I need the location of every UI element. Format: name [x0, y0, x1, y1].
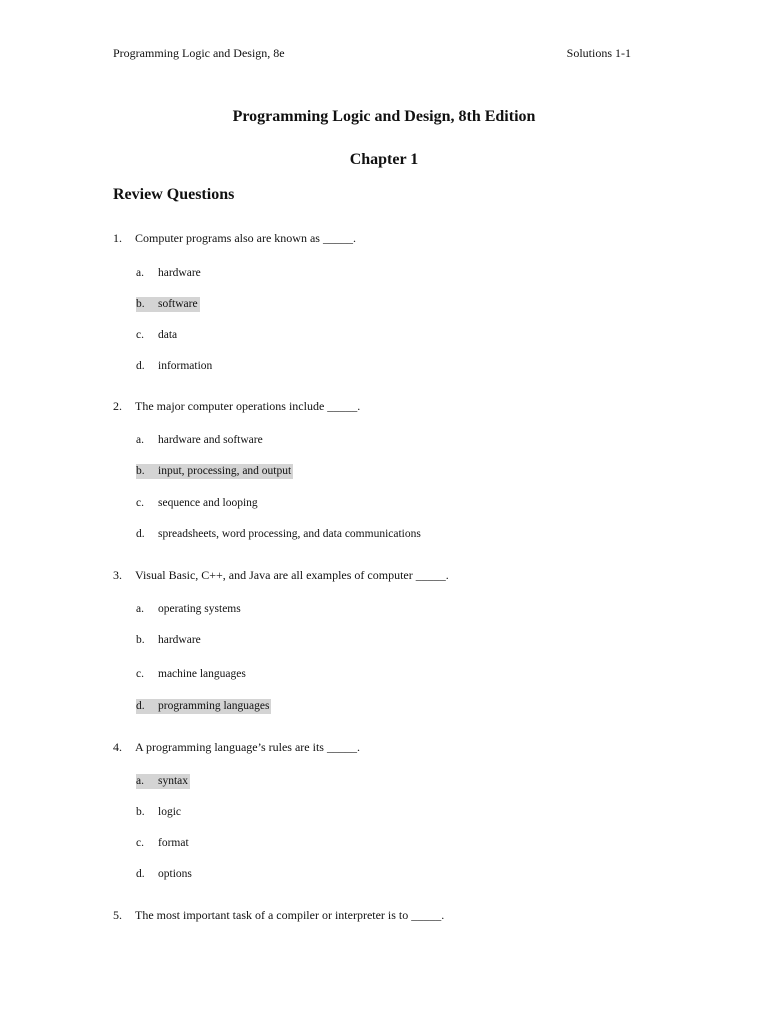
option-letter: c.: [136, 329, 144, 341]
section-title: Review Questions: [113, 186, 235, 203]
option-letter: d.: [136, 360, 145, 372]
question-number: 4.: [113, 740, 122, 754]
option-letter: d.: [136, 868, 145, 880]
question-number: 2.: [113, 399, 122, 413]
option-3c: [136, 667, 246, 682]
option-text: hardware: [158, 267, 201, 279]
option-text: software: [158, 298, 198, 310]
option-text: options: [158, 868, 192, 880]
question-3: [113, 568, 449, 583]
question-text: The most important task of a compiler or interpreter is to _____.: [135, 908, 445, 922]
option-1a: [136, 266, 201, 281]
option-text: information: [158, 360, 213, 372]
option-letter: b.: [136, 634, 145, 646]
option-1d: [136, 359, 212, 374]
option-4c: [136, 836, 189, 851]
question-number: 1.: [113, 231, 122, 245]
question-4: [113, 740, 360, 755]
option-2c: [136, 496, 258, 511]
option-text: syntax: [158, 775, 189, 787]
option-letter: b.: [136, 465, 145, 477]
option-text: sequence and looping: [158, 497, 258, 509]
option-text: machine languages: [158, 668, 246, 680]
option-text: logic: [158, 806, 181, 818]
option-letter: d.: [136, 528, 145, 540]
question-1: [113, 231, 356, 246]
document-title: Programming Logic and Design, 8th Edition: [232, 108, 536, 125]
option-4d: [136, 867, 192, 882]
option-text: hardware: [158, 634, 201, 646]
option-letter: c.: [136, 497, 144, 509]
question-5: [113, 908, 444, 923]
question-text: The major computer operations include _____.: [135, 399, 361, 413]
option-text: programming languages: [158, 700, 270, 712]
question-2: [113, 399, 360, 414]
question-number: 5.: [113, 908, 122, 922]
option-1c: [136, 328, 177, 343]
question-text: Computer programs also are known as _____.: [135, 231, 356, 245]
option-2b-answer: [136, 464, 293, 479]
option-text: input, processing, and output: [158, 465, 292, 477]
page-header-left: Programming Logic and Design, 8e: [113, 46, 285, 60]
option-text: spreadsheets, word processing, and data communications: [158, 528, 421, 540]
option-text: operating systems: [158, 603, 241, 615]
option-letter: b.: [136, 298, 145, 310]
option-4a-answer: [136, 774, 190, 789]
option-text: hardware and software: [158, 434, 263, 446]
question-number: 3.: [113, 568, 122, 582]
option-letter: d.: [136, 700, 145, 712]
option-text: data: [158, 329, 178, 341]
page-header-right: Solutions 1-1: [566, 46, 631, 60]
option-letter: a.: [136, 434, 144, 446]
option-text: format: [158, 837, 189, 849]
option-3a: [136, 602, 241, 617]
option-1b-answer: [136, 297, 200, 312]
option-4b: [136, 805, 181, 820]
option-letter: a.: [136, 267, 144, 279]
question-text: A programming language’s rules are its _____.: [135, 740, 360, 754]
option-letter: b.: [136, 806, 145, 818]
option-letter: c.: [136, 837, 144, 849]
option-3d-answer: [136, 699, 271, 714]
option-letter: c.: [136, 668, 144, 680]
option-3b: [136, 633, 201, 648]
option-2d: [136, 527, 421, 542]
chapter-title: Chapter 1: [349, 151, 419, 168]
option-2a: [136, 433, 263, 448]
option-letter: a.: [136, 775, 144, 787]
option-letter: a.: [136, 603, 144, 615]
question-text: Visual Basic, C++, and Java are all examples of computer _____.: [135, 568, 449, 582]
